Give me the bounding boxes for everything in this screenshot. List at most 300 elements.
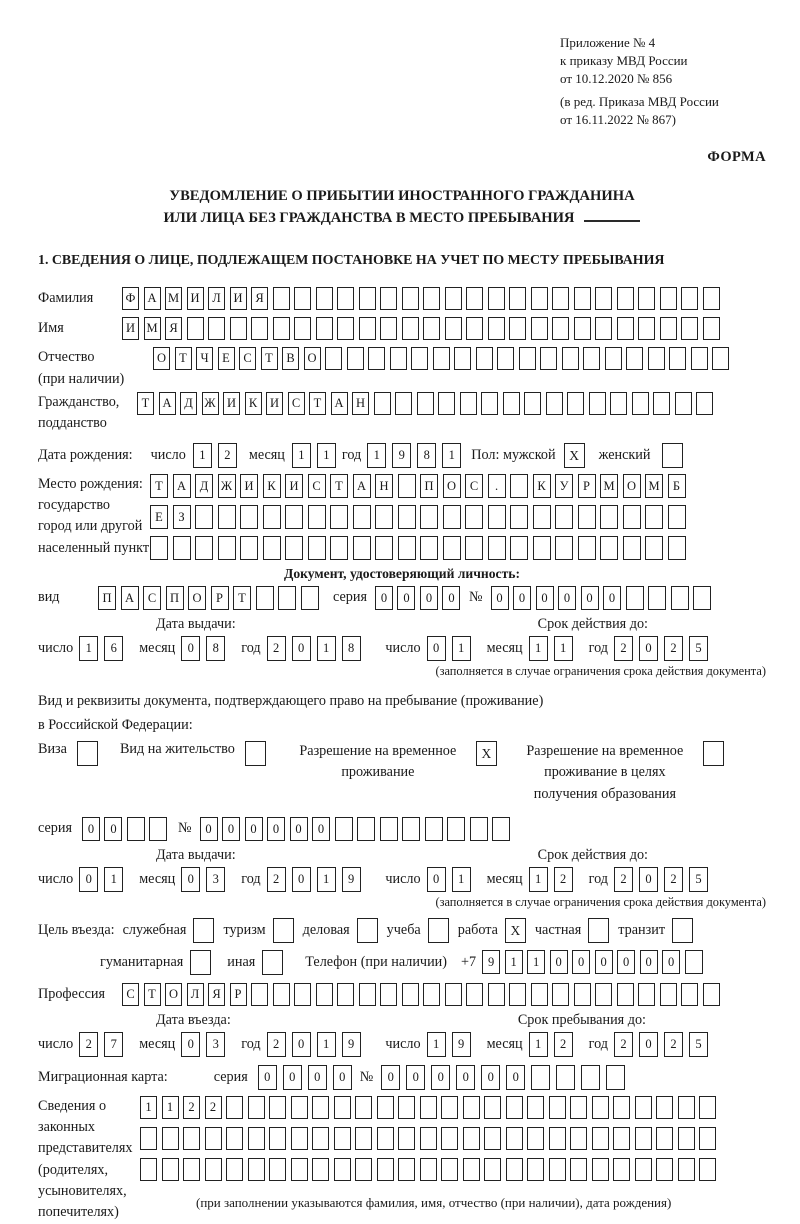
- char-box[interactable]: [375, 536, 393, 560]
- char-box[interactable]: [589, 392, 606, 415]
- char-box[interactable]: [488, 287, 505, 310]
- char-box[interactable]: [527, 1127, 544, 1150]
- char-box[interactable]: А: [353, 474, 371, 498]
- char-box[interactable]: [226, 1127, 243, 1150]
- char-box[interactable]: [425, 817, 443, 841]
- char-box[interactable]: [402, 983, 419, 1006]
- char-box[interactable]: [635, 1096, 652, 1119]
- char-box[interactable]: [377, 1096, 394, 1119]
- char-box[interactable]: [648, 586, 666, 610]
- char-box[interactable]: [420, 1127, 437, 1150]
- char-box[interactable]: [549, 1127, 566, 1150]
- char-box[interactable]: [660, 287, 677, 310]
- char-box[interactable]: [613, 1158, 630, 1181]
- char-box[interactable]: [187, 317, 204, 340]
- char-box[interactable]: [466, 287, 483, 310]
- char-box[interactable]: [173, 536, 191, 560]
- char-box[interactable]: [623, 536, 641, 560]
- char-box[interactable]: [592, 1127, 609, 1150]
- char-box[interactable]: [685, 950, 703, 974]
- char-box[interactable]: 0: [617, 950, 635, 974]
- char-box[interactable]: И: [230, 287, 247, 310]
- char-box[interactable]: [610, 392, 627, 415]
- char-box[interactable]: [398, 1127, 415, 1150]
- char-box[interactable]: 0: [420, 586, 438, 610]
- char-box[interactable]: [438, 392, 455, 415]
- char-box[interactable]: В: [282, 347, 299, 370]
- char-box[interactable]: [519, 347, 536, 370]
- temporary-residence-checkbox[interactable]: X: [476, 741, 497, 766]
- char-box[interactable]: [623, 505, 641, 529]
- char-box[interactable]: [285, 536, 303, 560]
- char-box[interactable]: 0: [181, 867, 200, 892]
- purpose-work-checkbox[interactable]: X: [505, 918, 526, 943]
- char-box[interactable]: К: [533, 474, 551, 498]
- char-box[interactable]: [423, 317, 440, 340]
- char-box[interactable]: [355, 1127, 372, 1150]
- char-box[interactable]: 2: [614, 636, 633, 661]
- char-box[interactable]: [678, 1127, 695, 1150]
- char-box[interactable]: [600, 536, 618, 560]
- char-box[interactable]: [681, 983, 698, 1006]
- char-box[interactable]: [613, 1096, 630, 1119]
- char-box[interactable]: 0: [558, 586, 576, 610]
- char-box[interactable]: Р: [211, 586, 229, 610]
- char-box[interactable]: И: [240, 474, 258, 498]
- char-box[interactable]: 2: [205, 1096, 222, 1119]
- char-box[interactable]: [531, 287, 548, 310]
- char-box[interactable]: 1: [529, 1032, 548, 1057]
- char-box[interactable]: 9: [342, 867, 361, 892]
- char-box[interactable]: 0: [267, 817, 285, 841]
- char-box[interactable]: М: [165, 287, 182, 310]
- char-box[interactable]: С: [308, 474, 326, 498]
- char-box[interactable]: О: [304, 347, 321, 370]
- sex-female-checkbox[interactable]: [662, 443, 683, 468]
- char-box[interactable]: [334, 1127, 351, 1150]
- char-box[interactable]: 0: [290, 817, 308, 841]
- char-box[interactable]: [581, 1065, 600, 1090]
- char-box[interactable]: М: [144, 317, 161, 340]
- char-box[interactable]: [443, 536, 461, 560]
- char-box[interactable]: М: [645, 474, 663, 498]
- char-box[interactable]: Ж: [202, 392, 219, 415]
- char-box[interactable]: [626, 347, 643, 370]
- char-box[interactable]: Т: [261, 347, 278, 370]
- char-box[interactable]: [668, 536, 686, 560]
- char-box[interactable]: Б: [668, 474, 686, 498]
- char-box[interactable]: [605, 347, 622, 370]
- char-box[interactable]: [488, 505, 506, 529]
- char-box[interactable]: 3: [206, 867, 225, 892]
- char-box[interactable]: [470, 817, 488, 841]
- char-box[interactable]: [195, 505, 213, 529]
- char-box[interactable]: [555, 536, 573, 560]
- char-box[interactable]: [150, 536, 168, 560]
- char-box[interactable]: [380, 287, 397, 310]
- char-box[interactable]: 0: [581, 586, 599, 610]
- char-box[interactable]: 1: [317, 867, 336, 892]
- char-box[interactable]: [638, 317, 655, 340]
- char-box[interactable]: [570, 1096, 587, 1119]
- char-box[interactable]: [312, 1096, 329, 1119]
- char-box[interactable]: [678, 1158, 695, 1181]
- char-box[interactable]: [423, 983, 440, 1006]
- char-box[interactable]: 8: [417, 443, 436, 468]
- char-box[interactable]: [510, 505, 528, 529]
- char-box[interactable]: Т: [150, 474, 168, 498]
- char-box[interactable]: [420, 1158, 437, 1181]
- char-box[interactable]: [380, 817, 398, 841]
- visa-checkbox[interactable]: [77, 741, 98, 766]
- sex-male-checkbox[interactable]: X: [564, 443, 585, 468]
- char-box[interactable]: [570, 1127, 587, 1150]
- char-box[interactable]: [510, 474, 528, 498]
- char-box[interactable]: [337, 983, 354, 1006]
- char-box[interactable]: [402, 317, 419, 340]
- char-box[interactable]: 0: [427, 636, 446, 661]
- char-box[interactable]: Я: [165, 317, 182, 340]
- char-box[interactable]: [681, 317, 698, 340]
- char-box[interactable]: 0: [292, 636, 311, 661]
- char-box[interactable]: [445, 287, 462, 310]
- char-box[interactable]: [380, 317, 397, 340]
- char-box[interactable]: [269, 1096, 286, 1119]
- char-box[interactable]: 0: [258, 1065, 277, 1090]
- char-box[interactable]: Д: [195, 474, 213, 498]
- char-box[interactable]: А: [331, 392, 348, 415]
- char-box[interactable]: 0: [312, 817, 330, 841]
- char-box[interactable]: Е: [150, 505, 168, 529]
- char-box[interactable]: [465, 536, 483, 560]
- char-box[interactable]: [294, 983, 311, 1006]
- char-box[interactable]: [256, 586, 274, 610]
- char-box[interactable]: К: [263, 474, 281, 498]
- char-box[interactable]: 9: [392, 443, 411, 468]
- char-box[interactable]: [353, 505, 371, 529]
- char-box[interactable]: [600, 505, 618, 529]
- char-box[interactable]: [162, 1127, 179, 1150]
- char-box[interactable]: [497, 347, 514, 370]
- char-box[interactable]: 0: [200, 817, 218, 841]
- char-box[interactable]: Т: [144, 983, 161, 1006]
- char-box[interactable]: [278, 586, 296, 610]
- char-box[interactable]: 1: [162, 1096, 179, 1119]
- char-box[interactable]: 0: [481, 1065, 500, 1090]
- char-box[interactable]: 1: [427, 1032, 446, 1057]
- char-box[interactable]: [595, 983, 612, 1006]
- char-box[interactable]: Л: [187, 983, 204, 1006]
- char-box[interactable]: [441, 1127, 458, 1150]
- char-box[interactable]: 0: [639, 1032, 658, 1057]
- char-box[interactable]: [380, 983, 397, 1006]
- char-box[interactable]: [509, 983, 526, 1006]
- char-box[interactable]: 1: [79, 636, 98, 661]
- char-box[interactable]: 1: [193, 443, 212, 468]
- char-box[interactable]: [205, 1158, 222, 1181]
- char-box[interactable]: 1: [529, 636, 548, 661]
- char-box[interactable]: И: [223, 392, 240, 415]
- char-box[interactable]: [420, 536, 438, 560]
- char-box[interactable]: 0: [82, 817, 100, 841]
- char-box[interactable]: [149, 817, 167, 841]
- char-box[interactable]: [285, 505, 303, 529]
- temporary-residence-education-checkbox[interactable]: [703, 741, 724, 766]
- char-box[interactable]: [398, 536, 416, 560]
- char-box[interactable]: [390, 347, 407, 370]
- char-box[interactable]: [574, 287, 591, 310]
- char-box[interactable]: [248, 1127, 265, 1150]
- char-box[interactable]: [337, 287, 354, 310]
- char-box[interactable]: [330, 505, 348, 529]
- char-box[interactable]: [205, 1127, 222, 1150]
- char-box[interactable]: Н: [352, 392, 369, 415]
- char-box[interactable]: [699, 1127, 716, 1150]
- char-box[interactable]: И: [285, 474, 303, 498]
- char-box[interactable]: 0: [550, 950, 568, 974]
- char-box[interactable]: Ч: [196, 347, 213, 370]
- char-box[interactable]: С: [239, 347, 256, 370]
- char-box[interactable]: [696, 392, 713, 415]
- char-box[interactable]: [617, 287, 634, 310]
- char-box[interactable]: 0: [662, 950, 680, 974]
- char-box[interactable]: [183, 1158, 200, 1181]
- char-box[interactable]: 1: [317, 443, 336, 468]
- char-box[interactable]: [549, 1096, 566, 1119]
- char-box[interactable]: [626, 586, 644, 610]
- char-box[interactable]: [359, 317, 376, 340]
- char-box[interactable]: [316, 287, 333, 310]
- char-box[interactable]: 2: [554, 867, 573, 892]
- char-box[interactable]: [420, 1096, 437, 1119]
- char-box[interactable]: С: [465, 474, 483, 498]
- char-box[interactable]: 0: [406, 1065, 425, 1090]
- char-box[interactable]: 1: [505, 950, 523, 974]
- char-box[interactable]: [555, 505, 573, 529]
- char-box[interactable]: П: [420, 474, 438, 498]
- char-box[interactable]: [269, 1127, 286, 1150]
- char-box[interactable]: И: [122, 317, 139, 340]
- char-box[interactable]: [460, 392, 477, 415]
- char-box[interactable]: [578, 505, 596, 529]
- char-box[interactable]: [669, 347, 686, 370]
- char-box[interactable]: [488, 317, 505, 340]
- char-box[interactable]: [447, 817, 465, 841]
- char-box[interactable]: [509, 287, 526, 310]
- char-box[interactable]: [712, 347, 729, 370]
- char-box[interactable]: [337, 317, 354, 340]
- char-box[interactable]: 2: [183, 1096, 200, 1119]
- char-box[interactable]: [583, 347, 600, 370]
- char-box[interactable]: [355, 1096, 372, 1119]
- char-box[interactable]: [703, 287, 720, 310]
- char-box[interactable]: [691, 347, 708, 370]
- char-box[interactable]: [375, 505, 393, 529]
- char-box[interactable]: [226, 1158, 243, 1181]
- char-box[interactable]: 0: [572, 950, 590, 974]
- char-box[interactable]: 1: [529, 867, 548, 892]
- char-box[interactable]: А: [144, 287, 161, 310]
- char-box[interactable]: [395, 392, 412, 415]
- char-box[interactable]: [454, 347, 471, 370]
- char-box[interactable]: 2: [614, 867, 633, 892]
- char-box[interactable]: [368, 347, 385, 370]
- char-box[interactable]: 2: [218, 443, 237, 468]
- char-box[interactable]: [635, 1127, 652, 1150]
- char-box[interactable]: [693, 586, 711, 610]
- char-box[interactable]: О: [443, 474, 461, 498]
- char-box[interactable]: С: [143, 586, 161, 610]
- residence-permit-checkbox[interactable]: [245, 741, 266, 766]
- char-box[interactable]: 0: [292, 1032, 311, 1057]
- char-box[interactable]: О: [623, 474, 641, 498]
- char-box[interactable]: [645, 536, 663, 560]
- char-box[interactable]: [595, 317, 612, 340]
- char-box[interactable]: [441, 1096, 458, 1119]
- char-box[interactable]: [359, 983, 376, 1006]
- char-box[interactable]: [263, 505, 281, 529]
- char-box[interactable]: А: [159, 392, 176, 415]
- char-box[interactable]: 1: [292, 443, 311, 468]
- char-box[interactable]: [613, 1127, 630, 1150]
- char-box[interactable]: [398, 1096, 415, 1119]
- char-box[interactable]: [140, 1127, 157, 1150]
- char-box[interactable]: 1: [554, 636, 573, 661]
- char-box[interactable]: [269, 1158, 286, 1181]
- char-box[interactable]: [466, 983, 483, 1006]
- char-box[interactable]: [635, 1158, 652, 1181]
- char-box[interactable]: 8: [342, 636, 361, 661]
- purpose-tourism-checkbox[interactable]: [273, 918, 294, 943]
- char-box[interactable]: [703, 983, 720, 1006]
- char-box[interactable]: [377, 1158, 394, 1181]
- char-box[interactable]: [308, 505, 326, 529]
- char-box[interactable]: Ж: [218, 474, 236, 498]
- char-box[interactable]: [251, 317, 268, 340]
- char-box[interactable]: [617, 983, 634, 1006]
- char-box[interactable]: 0: [375, 586, 393, 610]
- char-box[interactable]: [595, 287, 612, 310]
- char-box[interactable]: [291, 1158, 308, 1181]
- char-box[interactable]: [556, 1065, 575, 1090]
- char-box[interactable]: 2: [267, 1032, 286, 1057]
- char-box[interactable]: [312, 1158, 329, 1181]
- char-box[interactable]: 0: [491, 586, 509, 610]
- char-box[interactable]: 0: [181, 1032, 200, 1057]
- char-box[interactable]: [617, 317, 634, 340]
- char-box[interactable]: [466, 317, 483, 340]
- char-box[interactable]: И: [187, 287, 204, 310]
- char-box[interactable]: 0: [639, 867, 658, 892]
- char-box[interactable]: [510, 536, 528, 560]
- char-box[interactable]: 0: [308, 1065, 327, 1090]
- char-box[interactable]: А: [173, 474, 191, 498]
- char-box[interactable]: [531, 1065, 550, 1090]
- char-box[interactable]: 1: [452, 867, 471, 892]
- char-box[interactable]: 9: [342, 1032, 361, 1057]
- char-box[interactable]: [417, 392, 434, 415]
- char-box[interactable]: [140, 1158, 157, 1181]
- char-box[interactable]: Т: [175, 347, 192, 370]
- char-box[interactable]: 8: [206, 636, 225, 661]
- char-box[interactable]: [703, 317, 720, 340]
- char-box[interactable]: [294, 287, 311, 310]
- char-box[interactable]: [533, 505, 551, 529]
- char-box[interactable]: [484, 1127, 501, 1150]
- char-box[interactable]: [484, 1096, 501, 1119]
- char-box[interactable]: [445, 317, 462, 340]
- char-box[interactable]: [506, 1158, 523, 1181]
- char-box[interactable]: [656, 1096, 673, 1119]
- char-box[interactable]: 2: [614, 1032, 633, 1057]
- char-box[interactable]: [574, 317, 591, 340]
- char-box[interactable]: [195, 536, 213, 560]
- char-box[interactable]: [353, 536, 371, 560]
- purpose-humanitarian-checkbox[interactable]: [190, 950, 211, 975]
- char-box[interactable]: [638, 983, 655, 1006]
- char-box[interactable]: [334, 1096, 351, 1119]
- char-box[interactable]: [578, 536, 596, 560]
- char-box[interactable]: [398, 474, 416, 498]
- char-box[interactable]: [533, 536, 551, 560]
- char-box[interactable]: 2: [554, 1032, 573, 1057]
- char-box[interactable]: 0: [536, 586, 554, 610]
- char-box[interactable]: [183, 1127, 200, 1150]
- char-box[interactable]: [273, 317, 290, 340]
- char-box[interactable]: [656, 1127, 673, 1150]
- char-box[interactable]: [699, 1158, 716, 1181]
- char-box[interactable]: 0: [595, 950, 613, 974]
- purpose-business-checkbox[interactable]: [357, 918, 378, 943]
- char-box[interactable]: [316, 317, 333, 340]
- char-box[interactable]: 0: [333, 1065, 352, 1090]
- char-box[interactable]: [509, 317, 526, 340]
- char-box[interactable]: [463, 1158, 480, 1181]
- char-box[interactable]: [552, 983, 569, 1006]
- char-box[interactable]: [638, 287, 655, 310]
- char-box[interactable]: 0: [283, 1065, 302, 1090]
- char-box[interactable]: 0: [456, 1065, 475, 1090]
- char-box[interactable]: [294, 317, 311, 340]
- char-box[interactable]: [325, 347, 342, 370]
- char-box[interactable]: З: [173, 505, 191, 529]
- char-box[interactable]: [484, 1158, 501, 1181]
- char-box[interactable]: 9: [482, 950, 500, 974]
- char-box[interactable]: 1: [367, 443, 386, 468]
- char-box[interactable]: Д: [180, 392, 197, 415]
- purpose-study-checkbox[interactable]: [428, 918, 449, 943]
- char-box[interactable]: [330, 536, 348, 560]
- char-box[interactable]: 0: [513, 586, 531, 610]
- char-box[interactable]: 6: [104, 636, 123, 661]
- char-box[interactable]: [312, 1127, 329, 1150]
- char-box[interactable]: 0: [506, 1065, 525, 1090]
- char-box[interactable]: А: [121, 586, 139, 610]
- char-box[interactable]: [632, 392, 649, 415]
- char-box[interactable]: [678, 1096, 695, 1119]
- char-box[interactable]: [240, 505, 258, 529]
- char-box[interactable]: [433, 347, 450, 370]
- char-box[interactable]: Т: [137, 392, 154, 415]
- char-box[interactable]: [527, 1096, 544, 1119]
- char-box[interactable]: [411, 347, 428, 370]
- char-box[interactable]: 5: [689, 867, 708, 892]
- char-box[interactable]: [574, 983, 591, 1006]
- char-box[interactable]: .: [488, 474, 506, 498]
- char-box[interactable]: Я: [208, 983, 225, 1006]
- char-box[interactable]: [503, 392, 520, 415]
- char-box[interactable]: [273, 983, 290, 1006]
